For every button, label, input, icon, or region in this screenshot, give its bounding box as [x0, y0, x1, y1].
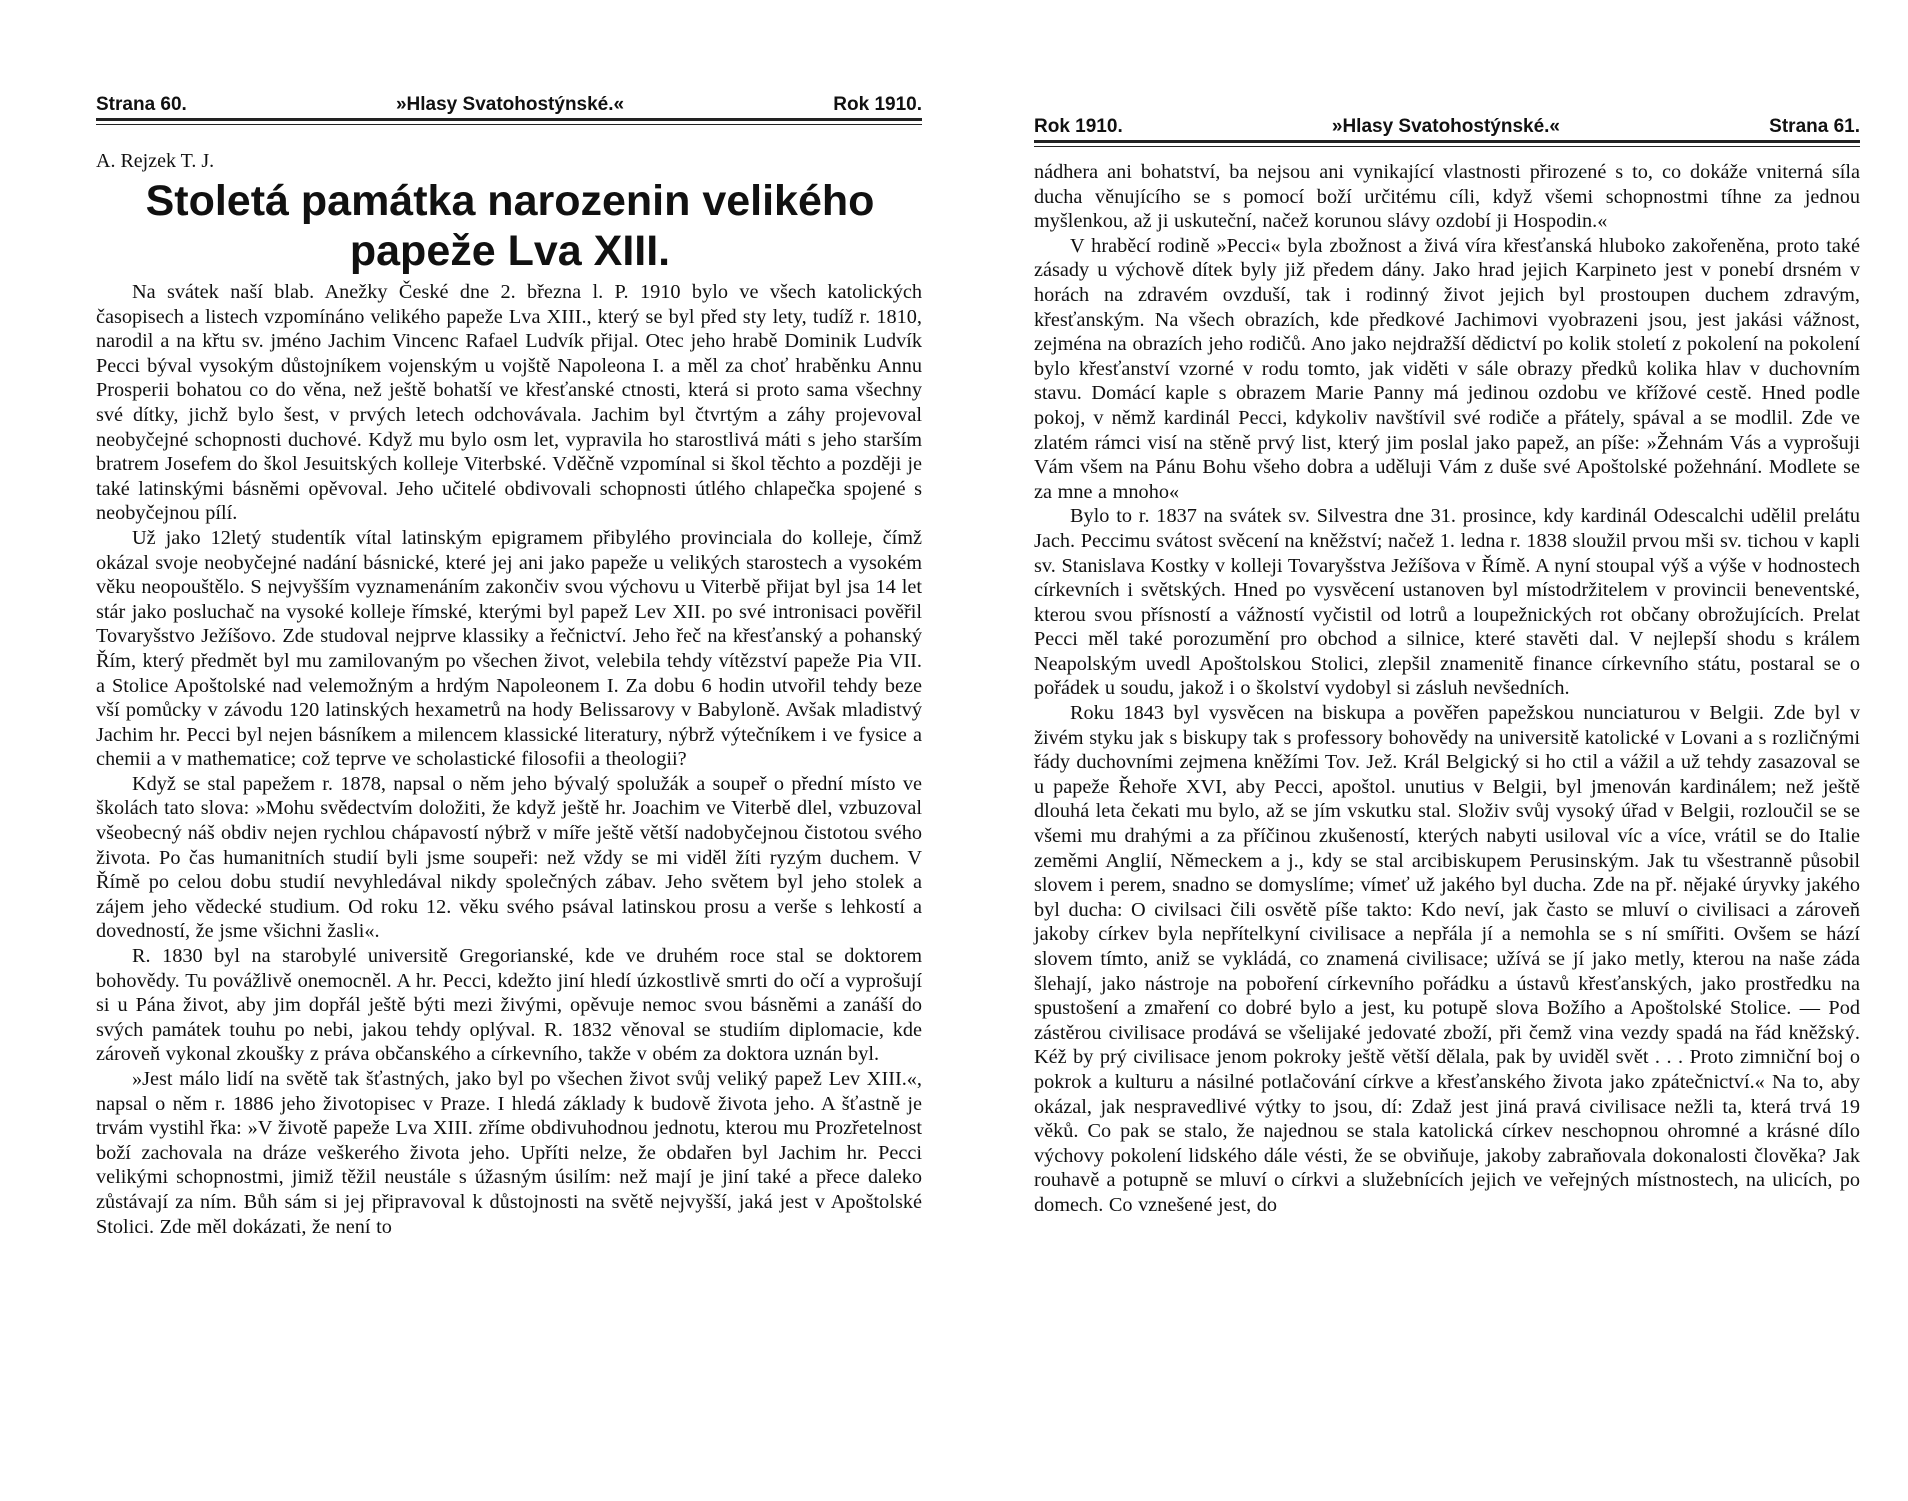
left-paragraph-1: Na svátek naší blab. Anežky České dne 2. března l. P. 1910 bylo ve všech katolických časopisech a listech vzpomínáno velikého papeže Lva XIII., který se byl před sty lety, tudíž r. 1810, narodil a na křtu sv. jméno Jachim Vincenc Rafael Ludvík přijal. Otec jeho hrabě Dominik Ludvík Pecci býval vysokým důstojníkem vojenským u vojště Napoleona I. a měl za choť hraběnku Annu Prosperii bohatou co do věna, než ještě bohatší ve křesťanské ctnosti, která si proto sama všechny své dítky, jichž bylo šest, v prvých letech odchovávala. Jachim byl čtvrtým a záhy projevoval neobyčejné schopnosti duchové. Když mu bylo osm let, vypravila ho starostlivá máti s jeho starším bratrem Josefem do škol Jesuitských kolleje Viterbské. Vděčně vzpomínal si škol těchto a později je také latinskými básněmi opěvoval. Jeho učitelé obdivovali schopnosti útlého chlapečka spojené s neobyčejnou pílí. [96, 281, 922, 525]
right-journal-title: »Hlasy Svatohostýnské.« [1331, 116, 1561, 137]
left-page-number: Strana 60. [96, 94, 187, 115]
left-paragraph-3: Když se stal papežem r. 1878, napsal o něm jeho bývalý spolužák a soupeř o přední místo ve školách tato slova: »Mohu svědectvím doložiti, že když ještě hr. Joachim ve Viterbě dlel, vzbuzoval všeobecný náš obdiv nejen rychlou chápavostí nýbrž v míře ještě větší nadobyčejnou čistotou svého života. Po čas humanitních studií byli jsme soupeři: než vždy se mi viděl žíti ryzým duchem. V Římě po celou dobu studií nevyhledával nikdy společných zábav. Jeho světem byl jeho stolek a zájem jeho vědecké studium. Od roku 12. věku svého psával latinskou prosu a verše s lehkostí a dovedností, že jsme všichni žasli«. [96, 772, 922, 943]
right-page-header [1034, 116, 1860, 143]
article-title: Stoletá památka narozenin velikého papeže Lva XIII. [145, 177, 875, 275]
article-author: A. Rejzek T. J. [96, 150, 215, 172]
left-paragraph-4: R. 1830 byl na starobylé universitě Gregorianské, kde ve druhém roce stal se doktorem bohovědy. Tu povážlivě onemocněl. A hr. Pecci, kdežto jiní hledí úzkostlivě smrti do očí a vyprošují si u Pána život, aby jim dopřál ještě býti mezi živými, opěvuje nemoc svou básněmi a zanáší do svých památek touhu po nebi, jakou tehdy oplýval. R. 1832 věnoval se studiím diplomacie, kde zároveň vykonal zkoušky z práva občanského a církevního, takže v obém za doktora uznán byl. [96, 945, 922, 1066]
left-year: Rok 1910. [833, 94, 922, 115]
left-journal-title: »Hlasy Svatohostýnské.« [395, 94, 625, 115]
left-paragraph-5: »Jest málo lidí na světě tak šťastných, jako byl po všechen život svůj veliký papež Lev XIII.«, napsal o něm r. 1886 jeho životopisec v Praze. I hledá základy k budově života jeho. A šťastně je trvám vystihl řka: »V životě papeže Lva XIII. zříme obdivuhodnou jednotu, kterou mu Prozřetelnost boží zachovala na dráze veškerého života jeho. Upříti nelze, že obdařen byl Jachim hr. Pecci velikými schopnostmi, jimiž těžil neustále s úžasným úsilím: než mají je jiní také a přece daleko zůstávají za ním. Bůh sám si jej připravoval k důstojnosti na světě nejvyšší, jaká jest v Apoštolské Stolici. Zde měl dokázati, že není to [96, 1068, 922, 1238]
right-body-text [1034, 160, 1860, 1218]
right-page [954, 0, 1908, 1501]
right-paragraph-4: Roku 1843 byl vysvěcen na biskupa a pověřen papežskou nunciaturou v Belgii. Zde byl v živém styku jak s biskupy tak s professory bohovědy na universitě katolické v Lovani a s rozličnými řády duchovními zejmena kněžími Tov. Jež. Král Belgický si ho ctil a vážil a už tehdy zasazoval se u papeže Řehoře XVI, aby Pecci, apoštol. unutius v Belgii, byl jmenován kardinálem; než ještě dlouhá leta čekati mu bylo, až se jím vskutku stal. Složiv svůj vysoký úřad v Belgii, rozloučil se se všemi mu drahými a za příčinou zkušeností, kterých nabyti usiloval víc a více, vrátil se do Italie zeměmi Anglií, Německem a j., kdy se stal arcibiskupem Perusinským. Jak tu všestranně působil slovem i perem, snadno se domyslíme; vímeť už jakého byl ducha. Zde na př. nějaké úryvky jakého byl ducha: O civilsaci čili osvětě píše takto: Kdo neví, jak často se mluví o civilisaci a zároveň jakoby církev byla nepřítelkyní civilisace a nepřála jí a nemohla se s ní smířiti. Ovšem se hází slovem tímto, aniž se vykládá, co znamená civilisace; užívá se jí jako metly, kterou na naše záda šlehají, jako nástroje na poboření církevního pořádku a ústavů křesťanských, jako prostředku na spustošení a zmaření co dobré bylo a jest, ku potupě slova Božího a Apoštolské Stolice. — Pod zástěrou civilisace prodává se všelijaké jedovaté zboží, při čemž vina vezdy spadá na řád kněžský. Kéž by prý civilisace jenom pokroky ještě větší dělala, pak by uviděl svět . . . Proto zimniční boj o pokrok a kulturu a násilné potlačování církve a křesťanského života jako zpátečnictví.« Na to, aby okázal, jak nespravedlivé výtky to jsou, dí: Zdaž jest jiná pravá civilisace nežli ta, která trvá 19 věků. Co pak se stalo, že najednou se stala katolická církev neschopnou ohromné a krásné dílo výchovy pokolení lidského dále vésti, že se obviňuje, jakoby zabraňovala dokonalosti člověka? Jak rouhavě a potupně se mluví o církvi a služebnících jejich ve veřejných místnostech, na ulicích, po domech. Co vznešené jest, do [1034, 702, 1860, 1216]
right-year: Rok 1910. [1034, 116, 1123, 137]
right-paragraph-3: Bylo to r. 1837 na svátek sv. Silvestra dne 31. prosince, kdy kardinál Odescalchi udělil prelátu Jach. Peccimu svátost svěcení na kněžství; načež 1. ledna r. 1838 sloužil prvou mši sv. tichou v kapli sv. Stanislava Kostky v kolleji Tovaryšstva Ježíšova v Římě. A nyní stoupal výš a výše v hodnostech církevních i světských. Hned po vysvěcení ustanoven byl místodržitelem v provincii beneventské, kterou svou přísností a vážností vyčistil od lotrů a loupežnických rot občany obrožujících. Prelat Pecci měl také porozumění pro obchod a silnice, které stavěti dal. V nejlepší shodu s králem Neapolským uvedl Apoštolskou Stolici, zlepšil znamenitě finance církevního státu, postaral se o pořádek u soudu, jakož i o školství vydobyl si zásluh nevšedních. [1034, 505, 1860, 700]
left-body-text [96, 280, 922, 1239]
right-paragraph-1: nádhera ani bohatství, ba nejsou ani vynikající vlastnosti přirozené s to, co dokáže vniterná síla ducha věnujícího se s pomocí boží určitému cíli, když všemi schopnostmi tíhne za jednou myšlenkou, až ji uskuteční, načež korunou slávy ozdobí ji Hospodin.« [1034, 161, 1860, 233]
left-page-header [96, 94, 922, 121]
left-paragraph-2: Už jako 12letý studentík vítal latinským epigramem přibylého provinciala do kolleje, čímž okázal svoje neobyčejné nadání básnické, které jej ani jako papeže u velikých starostech a vysokém věku neopouštělo. S nejvyšším vyznamenáním zakončiv svou výchovu u Viterbě přijat byl jsa 14 let stár jako posluchač na vysoké kolleje římské, kterými byl papež Lev XII. po své intronisaci pověřil Tovaryšstvo Ježíšovo. Zde studoval nejprve klassiky a řečnictví. Jeho řeč na křesťanský a pohanský Řím, který předmět byl mu zamilovaným po všechen život, velebila tehdy vítězství papeže Pia VII. a Stolice Apoštolské nad velemožným a hrdým Napoleonem I. Za dobu 6 hodin utvořil tehdy beze vší pomůcky v závodu 120 latinských hexametrů na hody Belissarovy v Babyloně. Avšak mladistvý Jachim hr. Pecci byl nejen básníkem a milencem klassické literatury, nýbrž výtečníkem i ve fysice a chemii a v mathematice; což teprve ve scholastické filosofii a theologii? [96, 526, 922, 771]
right-page-number: Strana 61. [1769, 116, 1860, 137]
right-paragraph-2: V hraběcí rodině »Pecci« byla zbožnost a živá víra křesťanská hluboko zakořeněna, proto také zásady u výchově dítek byly již předem dány. Jako hrad jejich Karpineto jest v ponebí drsném v horách na zdravém ovzduší, tak i rodinný život jejich byl prostoupen duchem zdravým, křesťanským. Na všech obrazích, kde předkové Jachimovi vyobrazeni jsou, jest jakási vážnost, zejména na obrazích jeho rodičů. Ano jako nejdražší dědictví po kolik století z pokolení na pokolení bylo křesťanství vzorné v rodu tomto, jak viděti v sále obrazy předků kolika hlav v duchovním stavu. Domácí kaple s obrazem Marie Panny má jedinou ozdobu ve křížové cestě. Hned podle pokoj, v němž kardinál Pecci, kdykoliv navštívil své rodiče a přátely, spával a se modlil. Zde ve zlatém rámci visí na stěně prvý list, který jim poslal jako papež, an píše: »Žehnám Vás a vyprošuji Vám všem na Pánu Bohu všeho dobra a uděluji Vám z duše své Apoštolské požehnání. Modlete se za mne a mnoho« [1034, 234, 1860, 503]
